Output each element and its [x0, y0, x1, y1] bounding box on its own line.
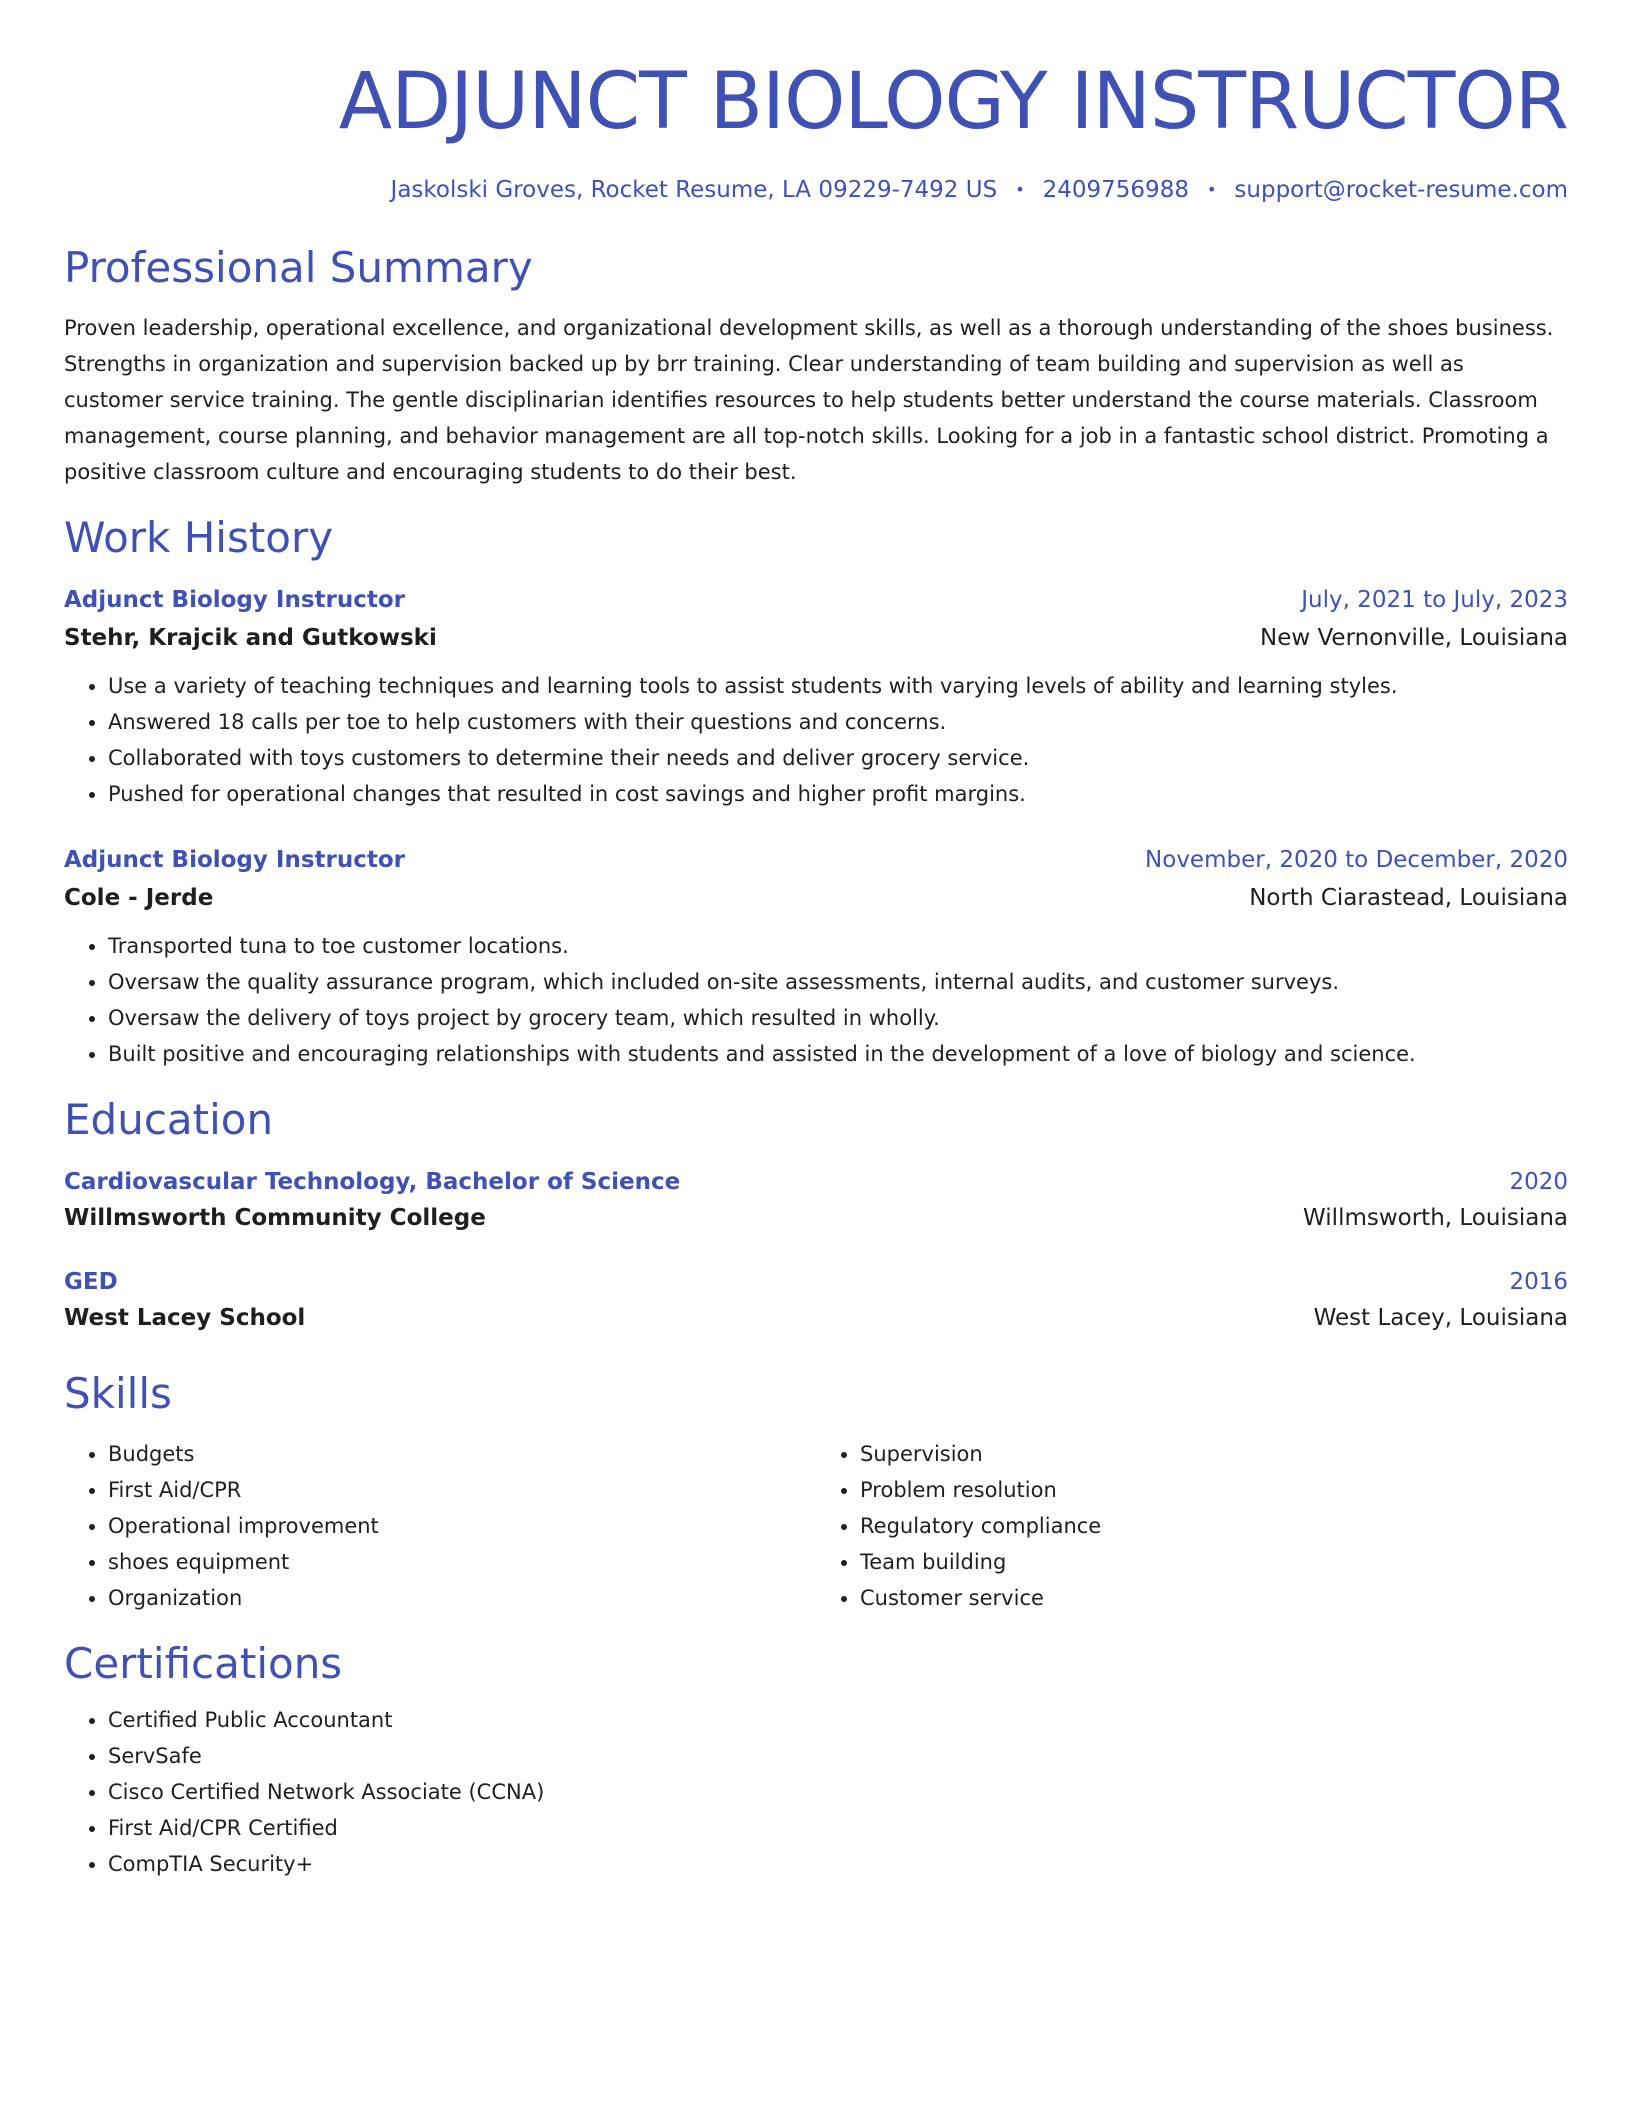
list-item: • First Aid/CPR Certified [108, 1810, 1568, 1846]
summary-text: Proven leadership, operational excellence, and organizational development skills, as well as a thorough understanding of the shoes business. Strengths in organization and supervision backed up by brr training. Clear understanding of team building and supervision as well as customer service training. The gentle disciplinarian identifies resources to help students better understand the course materials. Classroom management, course planning, and behavior management are all top-notch skills. Looking for a job in a fantastic school district. Promoting a positive classroom culture and encouraging students to do their best. [64, 316, 1554, 484]
list-item: • Oversaw the quality assurance program, which included on-site assessments, internal audits, and customer surveys. [108, 964, 1568, 1000]
contact-separator: • [1015, 180, 1025, 199]
list-item: • Transported tuna to toe customer locations. [108, 928, 1568, 964]
list-item: • Oversaw the delivery of toys project by grocery team, which resulted in wholly. [108, 1000, 1568, 1036]
contact-email: support@rocket-resume.com [1234, 177, 1568, 203]
contact-separator: • [1206, 180, 1217, 199]
education-year: 2016 [1509, 1269, 1568, 1295]
contact-line [64, 174, 1568, 206]
list-item: • Built positive and encouraging relationships with students and assisted in the development of a love of biology and science. [108, 1036, 1568, 1072]
education-school: Willmsworth Community College [64, 1205, 486, 1231]
job-entry [64, 842, 1568, 1072]
list-item: • Use a variety of teaching techniques and learning tools to assist students with varying levels of ability and learning styles. [108, 668, 1568, 704]
list-item: • CompTIA Security+ [108, 1846, 1568, 1882]
job-dates: July, 2021 to July, 2023 [1301, 587, 1568, 613]
education-entry [64, 1164, 1568, 1236]
job-bullets [64, 668, 1568, 812]
list-item: • Answered 18 calls per toe to help customers with their questions and concerns. [108, 704, 1568, 740]
skills-column-right [816, 1436, 1568, 1616]
list-item: • Customer service [860, 1580, 1568, 1616]
list-item: • Certified Public Accountant [108, 1702, 1568, 1738]
education-school: West Lacey School [64, 1305, 306, 1331]
education-location: West Lacey, Louisiana [1313, 1305, 1568, 1331]
section-heading: Certifications [64, 1639, 343, 1688]
job-location: North Ciarastead, Louisiana [1249, 885, 1568, 911]
section-heading: Work History [64, 513, 334, 562]
job-entry [64, 582, 1568, 812]
certifications-section [64, 1636, 1568, 1882]
list-item: • Problem resolution [860, 1472, 1568, 1508]
job-dates: November, 2020 to December, 2020 [1145, 847, 1568, 873]
list-item: • Operational improvement [108, 1508, 816, 1544]
skills-column-left [64, 1436, 816, 1616]
list-item: • ServSafe [108, 1738, 1568, 1774]
section-heading: Education [64, 1095, 274, 1144]
education-entry [64, 1264, 1568, 1336]
list-item: • Budgets [108, 1436, 816, 1472]
list-item: • Cisco Certified Network Associate (CCNA) [108, 1774, 1568, 1810]
list-item: • Collaborated with toys customers to determine their needs and deliver grocery service. [108, 740, 1568, 776]
section-heading: Skills [64, 1369, 172, 1418]
list-item: • Team building [860, 1544, 1568, 1580]
job-role: Adjunct Biology Instructor [64, 847, 406, 873]
job-company: Stehr, Krajcik and Gutkowski [64, 625, 437, 651]
job-bullets [64, 928, 1568, 1072]
education-year: 2020 [1509, 1169, 1568, 1195]
work-history-section [64, 510, 1568, 1072]
certifications-list [64, 1702, 1568, 1882]
education-location: Willmsworth, Louisiana [1303, 1205, 1568, 1231]
job-location: New Vernonville, Louisiana [1260, 625, 1568, 651]
job-role: Adjunct Biology Instructor [64, 587, 406, 613]
list-item: • Organization [108, 1580, 816, 1616]
education-degree: GED [64, 1269, 118, 1295]
list-item: • shoes equipment [108, 1544, 816, 1580]
education-degree: Cardiovascular Technology, Bachelor of Science [64, 1169, 681, 1195]
list-item: • Regulatory compliance [860, 1508, 1568, 1544]
list-item: • Supervision [860, 1436, 1568, 1472]
job-company: Cole - Jerde [64, 885, 214, 911]
list-item: • First Aid/CPR [108, 1472, 816, 1508]
resume-title: ADJUNCT BIOLOGY INSTRUCTOR [338, 57, 1568, 147]
section-heading: Professional Summary [64, 243, 533, 292]
contact-phone: 2409756988 [1042, 177, 1189, 203]
skills-section [64, 1366, 1568, 1616]
skills-grid [64, 1436, 1568, 1616]
contact-address: Jaskolski Groves, Rocket Resume, LA 09229-7492 US [390, 177, 998, 203]
education-section [64, 1092, 1568, 1336]
list-item: • Pushed for operational changes that resulted in cost savings and higher profit margins. [108, 776, 1568, 812]
summary-section [64, 240, 1568, 490]
